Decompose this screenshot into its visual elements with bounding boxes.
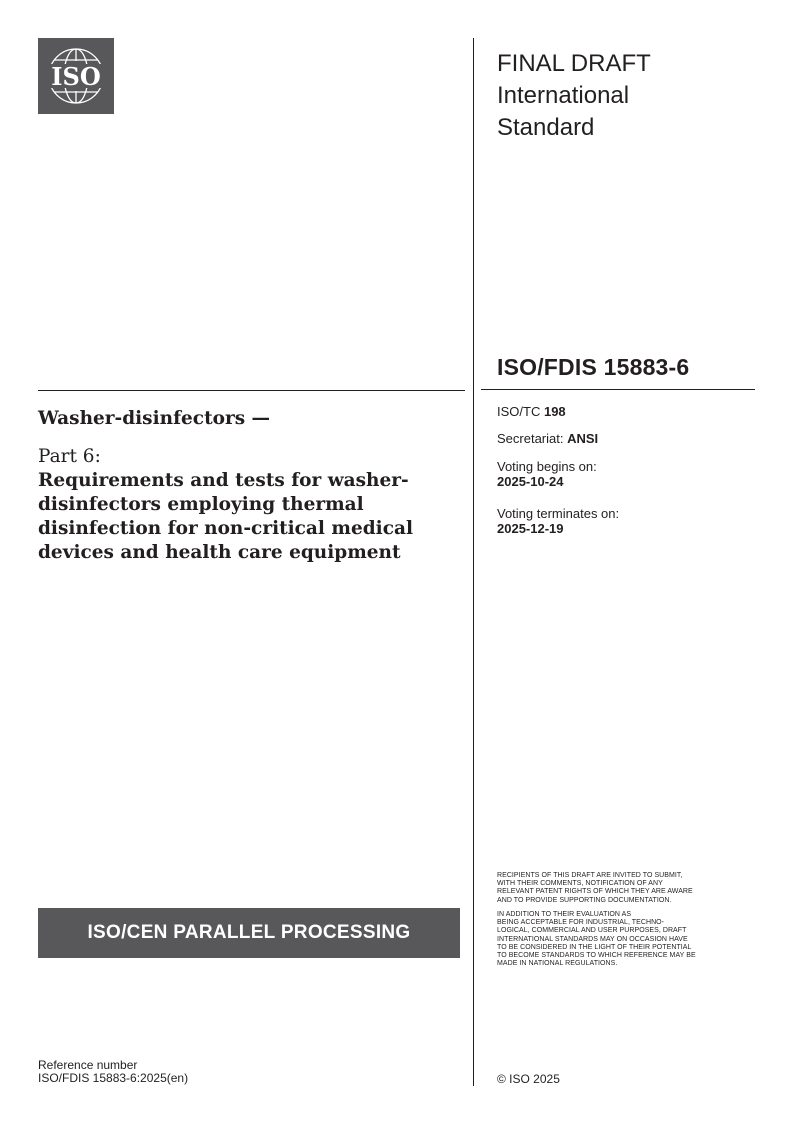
committee-label: ISO/TC [497,404,541,419]
notice-line: AND TO PROVIDE SUPPORTING DOCUMENTATION. [497,896,672,904]
recipients-notice [497,872,747,905]
reference-label: Reference number [38,1058,138,1072]
title-main: Washer-disinfectors — [38,408,271,429]
parallel-processing-banner [38,908,460,958]
title-description [38,469,458,565]
title-description-line: devices and health care equipment [38,542,401,563]
reference-number [38,1059,188,1085]
notice-line: WITH THEIR COMMENTS, NOTIFICATION OF ANY [497,880,663,888]
notice-line: BEING ACCEPTABLE FOR INDUSTRIAL, TECHNO- [497,919,665,927]
reference-value: ISO/FDIS 15883-6:2025(en) [38,1071,189,1085]
iso-logo [38,38,114,114]
notice-line: INTERNATIONAL STANDARDS MAY ON OCCASION HAVE [497,935,688,943]
voting-terminates-label: Voting terminates on: [497,506,620,521]
voting-begins-value: 2025-10-24 [497,474,564,489]
notice-line: TO BE CONSIDERED IN THE LIGHT OF THEIR POTENTIAL [497,943,692,951]
committee-value: 198 [543,404,566,419]
title-rule [38,390,465,391]
secretariat-value: ANSI [567,431,599,446]
notice-line: LOGICAL, COMMERCIAL AND USER PURPOSES, DRAFT [497,927,687,935]
committee [497,404,566,419]
voting-begins [497,459,597,489]
stage-line: International [497,82,630,109]
notice-line: IN ADDITION TO THEIR EVALUATION AS [497,911,632,918]
stage-line: FINAL DRAFT [497,50,651,77]
notice-line: RECIPIENTS OF THIS DRAFT ARE INVITED TO SUBMIT, [497,872,683,879]
copyright: © ISO 2025 [497,1072,560,1086]
voting-begins-label: Voting begins on: [497,459,597,474]
document-number: ISO/FDIS 15883-6 [497,354,690,380]
title-description-line: disinfectors employing thermal [38,494,364,515]
title-part: Part 6: [38,446,101,467]
notice-line: TO BECOME STANDARDS TO WHICH REFERENCE MAY BE [497,952,696,960]
banner-text: ISO/CEN PARALLEL PROCESSING [87,922,411,943]
title-description-line: disinfection for non-critical medical [38,518,413,539]
stage-line: Standard [497,114,595,141]
notice-line: RELEVANT PATENT RIGHTS OF WHICH THEY ARE AWARE [497,888,693,896]
title-description-line: Requirements and tests for washer- [38,470,409,491]
globe-icon [38,38,114,114]
document-stage [497,48,747,144]
document-number-rule [481,389,755,390]
secretariat-label: Secretariat: [497,431,564,446]
vertical-divider [473,38,474,1086]
evaluation-notice [497,911,747,968]
logo-text: ISO [51,62,101,91]
voting-terminates-value: 2025-12-19 [497,521,564,536]
notice-line: MADE IN NATIONAL REGULATIONS. [497,960,618,968]
voting-terminates [497,506,619,536]
secretariat [497,431,598,446]
